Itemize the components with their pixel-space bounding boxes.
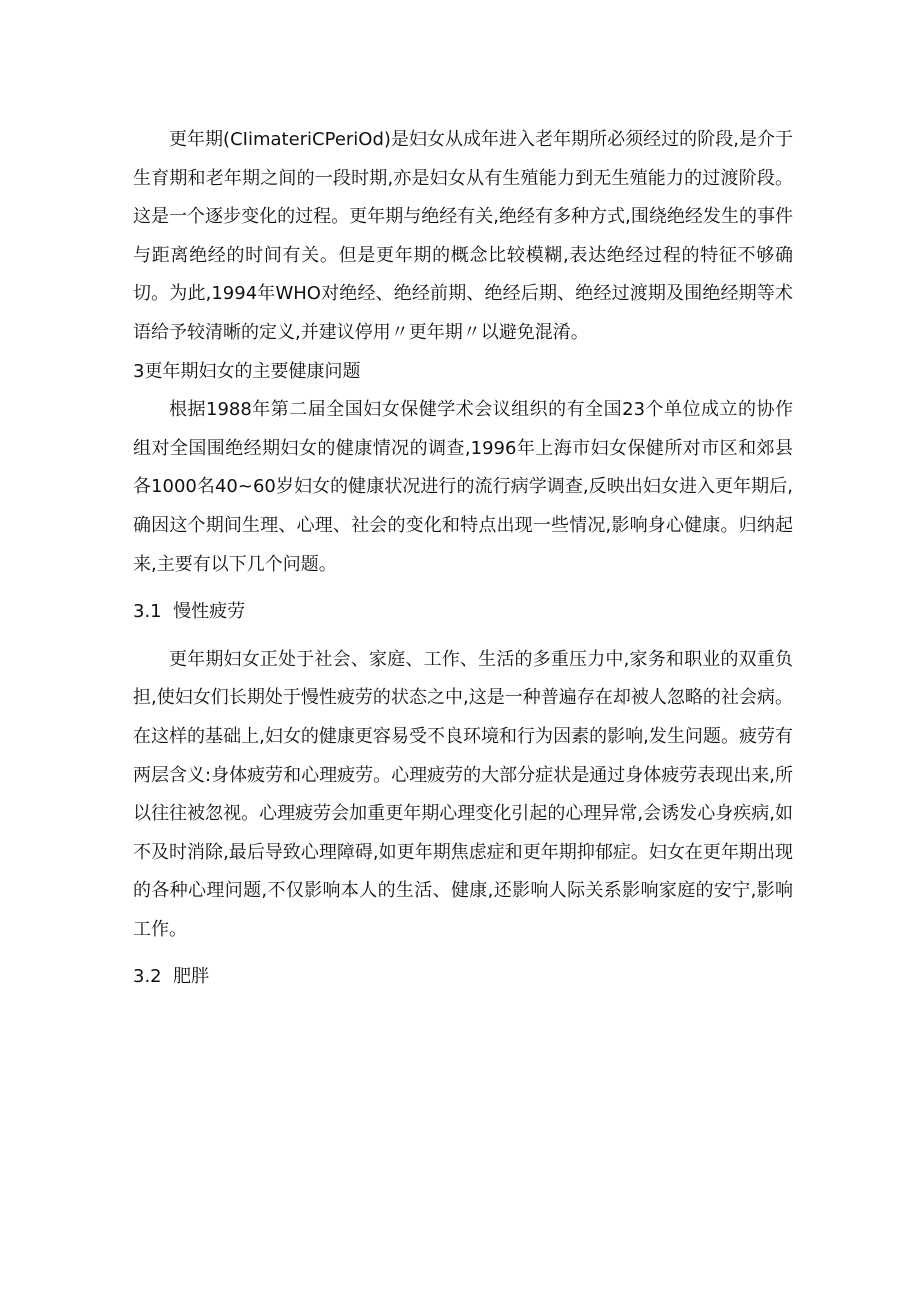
section-heading-main-health-problems: 3更年期妇女的主要健康问题: [133, 360, 361, 382]
document-body: [133, 121, 793, 997]
section-heading-chronic-fatigue: 3.1 慢性疲劳: [133, 601, 246, 623]
paragraph-climacteric-definition: 更年期(CIimateriCPeriOd)是妇女从成年进入老年期所必须经过的阶段,是介于生育期和老年期之间的一段时期,亦是妇女从有生殖能力到无生殖能力的过渡阶段。这是一个逐步变化的过程。更年期与绝经有关,绝经有多种方式,围绕绝经发生的事件与距离绝经的时间有关。但是更年期的概念比较模糊,表达绝经过程的特征不够确切。为此,1994年WHO对绝经、绝经前期、绝经后期、绝经过渡期及围绝经期等术语给予较清晰的定义,并建议停用〃更年期〃以避免混淆。: [133, 129, 793, 343]
section-heading-obesity: 3.2 肥胖: [133, 966, 210, 988]
paragraph-survey-background: 根据1988年第二届全国妇女保健学术会议组织的有全国23个单位成立的协作组对全国围绝经期妇女的健康情况的调查,1996年上海市妇女保健所对市区和郊县各1000名40~60岁妇女的健康状况进行的流行病学调查,反映出妇女进入更年期后,确因这个期间生理、心理、社会的变化和特点出现一些情况,影响身心健康。归纳起来,主要有以下几个问题。: [133, 399, 793, 575]
paragraph-chronic-fatigue: 更年期妇女正处于社会、家庭、工作、生活的多重压力中,家务和职业的双重负担,使妇女们长期处于慢性疲劳的状态之中,这是一种普遍存在却被人忽略的社会病。在这样的基础上,妇女的健康更容易受不良环境和行为因素的影响,发生问题。疲劳有两层含义:身体疲劳和心理疲劳。心理疲劳的大部分症状是通过身体疲劳表现出来,所以往往被忽视。心理疲劳会加重更年期心理变化引起的心理异常,会诱发心身疾病,如不及时消除,最后导致心理障碍,如更年期焦虑症和更年期抑郁症。妇女在更年期出现的各种心理问题,不仅影响本人的生活、健康,还影响人际关系影响家庭的安宁,影响工作。: [133, 648, 793, 940]
